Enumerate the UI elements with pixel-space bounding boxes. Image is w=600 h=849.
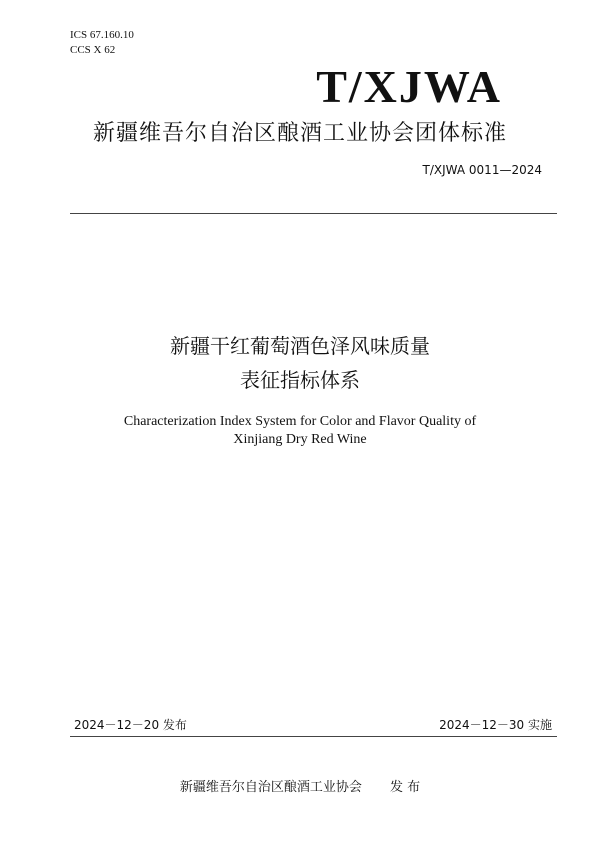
title-zh-line2: 表征指标体系 (240, 368, 360, 392)
title-zh-line1: 新疆干红葡萄酒色泽风味质量 (170, 334, 430, 358)
standard-number: T/XJWA 0011—2024 (422, 163, 542, 177)
ics-code: ICS 67.160.10 (70, 29, 134, 41)
organization-standard-title: 新疆维吾尔自治区酿酒工业协会团体标准 (92, 121, 507, 146)
title-en-line2: Xinjiang Dry Red Wine (233, 432, 367, 447)
standard-brand-logo: T/XJWA (316, 61, 502, 112)
implementation-date: 2024－12－30 实施 (439, 718, 552, 732)
publish-label: 发 布 (389, 780, 421, 795)
publisher-name: 新疆维吾尔自治区酿酒工业协会 (179, 780, 362, 795)
header-divider (70, 213, 557, 214)
publisher-line (0, 776, 600, 795)
ccs-code: CCS X 62 (70, 44, 116, 56)
footer-divider (70, 736, 557, 737)
classification-codes (70, 28, 134, 58)
title-en-line1: Characterization Index System for Color and Flavor Quality of (123, 414, 477, 429)
publish-date: 2024－12－20 发布 (74, 718, 187, 732)
